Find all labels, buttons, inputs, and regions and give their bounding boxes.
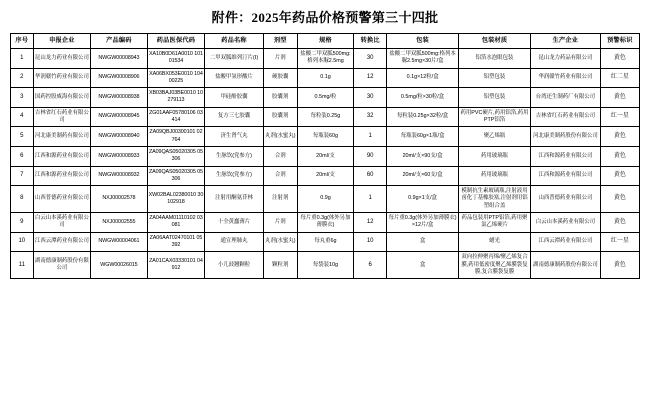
cell-warning: 黄色 — [600, 166, 639, 186]
cell-package-material: 铝箔水泡眼包装 — [459, 49, 531, 69]
cell-dosage-form: 胶囊剂 — [263, 88, 297, 108]
table-row — [11, 146, 640, 166]
cell-index: 5 — [11, 127, 34, 147]
column-header-spec: 规格 — [297, 34, 354, 49]
cell-company: 昆山龙力药业有限公司 — [33, 49, 91, 69]
cell-ratio: 60 — [354, 166, 387, 186]
cell-company: 国药控股威海有限公司 — [33, 88, 91, 108]
cell-company: 河北康美制药有限公司 — [33, 127, 91, 147]
table-row — [11, 213, 640, 233]
cell-drug-name: 二甲双胍维列汀片(Ⅰ) — [205, 49, 264, 69]
cell-drug-name: 生脉饮(党参方) — [205, 166, 264, 186]
cell-spec: 每袋装10g — [297, 252, 354, 279]
cell-index: 6 — [11, 146, 34, 166]
cell-manufacturer: 吉林省红石药业有限公司 — [530, 107, 600, 127]
cell-index: 10 — [11, 232, 34, 252]
cell-drug-name: 注射用酮氨苷林 — [205, 186, 264, 213]
cell-insurance-code: ZA09QAS05020305 05306 — [147, 166, 205, 186]
table-row — [11, 88, 640, 108]
cell-package: 每片重0.3g(体外另加薄膜衣)×12片/盒 — [387, 213, 459, 233]
cell-manufacturer: 江西云潭药业有限公司 — [530, 232, 600, 252]
column-header-manufacturer: 生产企业 — [530, 34, 600, 49]
cell-package: 每瓶装60g×1瓶/盒 — [387, 127, 459, 147]
cell-dosage-form: 丸剂(水蜜丸) — [263, 127, 297, 147]
cell-ratio: 12 — [354, 68, 387, 88]
cell-spec: 盐酸二甲双胍500mg:格列本脲2.5mg — [297, 49, 354, 69]
cell-dosage-form: 片剂 — [263, 213, 297, 233]
cell-insurance-code: ZA09QAS05020305 05306 — [147, 146, 205, 166]
table-row — [11, 49, 640, 69]
column-header-warning: 预警标识 — [600, 34, 639, 49]
cell-warning: 黄色 — [600, 213, 639, 233]
cell-insurance-code: ZA09QBJ00300101 02764 — [147, 127, 205, 147]
cell-product-code: WGW00026015 — [91, 252, 148, 279]
cell-insurance-code: ZG01AAF05780106 03414 — [147, 107, 205, 127]
cell-drug-name: 济生肾气丸 — [205, 127, 264, 147]
table-body — [11, 49, 640, 279]
drug-price-warning-table — [10, 33, 640, 279]
cell-package: 20ml/支×60支/盒 — [387, 166, 459, 186]
cell-company: 江西和源药业有限公司 — [33, 146, 91, 166]
cell-manufacturer: 山西普德药业有限公司 — [530, 186, 600, 213]
cell-ratio: 1 — [354, 186, 387, 213]
cell-package-material: 模制抗生素玻璃瓶,注射液用卤化丁基橡胶塞,注射剂用铝塑组合盖 — [459, 186, 531, 213]
cell-dosage-form: 片剂 — [263, 49, 297, 69]
cell-package: 0.1g×12粒/盒 — [387, 68, 459, 88]
cell-index: 11 — [11, 252, 34, 279]
column-header-company: 申报企业 — [33, 34, 91, 49]
cell-drug-name: 通宣理肺丸 — [205, 232, 264, 252]
column-header-package: 包装 — [387, 34, 459, 49]
table-row — [11, 127, 640, 147]
cell-product-code: NWGW00008940 — [91, 127, 148, 147]
column-header-ratio: 转换比 — [354, 34, 387, 49]
table-row — [11, 232, 640, 252]
cell-warning: 红一星 — [600, 107, 639, 127]
cell-product-code: NWGW00008943 — [91, 49, 148, 69]
cell-spec: 每粒装0.25g — [297, 107, 354, 127]
cell-spec: 20ml/支 — [297, 146, 354, 166]
cell-manufacturer: 江西和源药业有限公司 — [530, 146, 600, 166]
column-header-package-material: 包装材质 — [459, 34, 531, 49]
cell-package: 20ml/支×90支/盒 — [387, 146, 459, 166]
page-title: 附件：2025年药品价格预警第三十四批 — [211, 10, 439, 25]
cell-dosage-form: 胶囊剂 — [263, 107, 297, 127]
column-header-drug-name: 药品名称 — [205, 34, 264, 49]
cell-ratio: 90 — [354, 146, 387, 166]
cell-insurance-code: XA06BX053E0010 10400225 — [147, 68, 205, 88]
cell-insurance-code: ZA01CAX03330101 04912 — [147, 252, 205, 279]
cell-product-code: NWGW00004061 — [91, 232, 148, 252]
table-row — [11, 186, 640, 213]
cell-package-material: 蜡光 — [459, 232, 531, 252]
cell-manufacturer: 湖南德康制药股份有限公司 — [530, 252, 600, 279]
cell-dosage-form: 注射剂 — [263, 186, 297, 213]
cell-warning: 黄色 — [600, 88, 639, 108]
cell-package-material: 铝塑包装 — [459, 68, 531, 88]
cell-warning: 黄色 — [600, 252, 639, 279]
cell-company: 江西和源药业有限公司 — [33, 166, 91, 186]
cell-package-material: 药品包装用PTP铝箔,药用聚氯乙烯硬片 — [459, 213, 531, 233]
table-row — [11, 252, 640, 279]
cell-product-code: NWGW00008906 — [91, 68, 148, 88]
cell-drug-name: 甲硅酚胶囊 — [205, 88, 264, 108]
cell-dosage-form: 丸剂(水蜜丸) — [263, 232, 297, 252]
cell-ratio: 30 — [354, 88, 387, 108]
column-header-index: 序号 — [11, 34, 34, 49]
cell-manufacturer: 河北康美制药股份有限公司 — [530, 127, 600, 147]
cell-drug-name: 复方三七胶囊 — [205, 107, 264, 127]
cell-company: 吉林省红石药业有限公司 — [33, 107, 91, 127]
cell-package: 盒 — [387, 252, 459, 279]
cell-package-material: 铝塑包装 — [459, 88, 531, 108]
cell-company: 华润赣竹药业有限公司 — [33, 68, 91, 88]
cell-index: 1 — [11, 49, 34, 69]
cell-ratio: 30 — [354, 49, 387, 69]
cell-package-material: 药用玻璃瓶 — [459, 146, 531, 166]
cell-index: 2 — [11, 68, 34, 88]
cell-dosage-form: 硬胶囊 — [263, 68, 297, 88]
cell-package-material: 药用玻璃瓶 — [459, 166, 531, 186]
cell-product-code: NWGW00008933 — [91, 146, 148, 166]
cell-insurance-code: XA10B0D61A0010 10101534 — [147, 49, 205, 69]
cell-spec: 0.1g — [297, 68, 354, 88]
cell-ratio: 32 — [354, 107, 387, 127]
cell-ratio: 6 — [354, 252, 387, 279]
cell-product-code: NXJ00002555 — [91, 213, 148, 233]
cell-dosage-form: 颗粒剂 — [263, 252, 297, 279]
cell-package-material: 双向拉伸聚丙烯/聚乙烯复合膜,药用低密度聚乙烯膜袋复膜,复合膜袋复膜 — [459, 252, 531, 279]
cell-insurance-code: XW02BAL02380010 30102918 — [147, 186, 205, 213]
cell-product-code: NXJ00002578 — [91, 186, 148, 213]
cell-warning: 黄色 — [600, 146, 639, 166]
cell-company: 白云山本溪药业有限公司 — [33, 213, 91, 233]
cell-drug-name: 盐酸甲氢形酸片 — [205, 68, 264, 88]
cell-index: 3 — [11, 88, 34, 108]
cell-company: 江西云潭药业有限公司 — [33, 232, 91, 252]
column-header-dosage-form: 剂型 — [263, 34, 297, 49]
cell-warning: 黄色 — [600, 186, 639, 213]
cell-index: 7 — [11, 166, 34, 186]
cell-drug-name: 生脉饮(党参方) — [205, 146, 264, 166]
cell-spec: 20ml/支 — [297, 166, 354, 186]
cell-spec: 0.5mg/粒 — [297, 88, 354, 108]
cell-package: 0.5mg/粒×30粒/盒 — [387, 88, 459, 108]
cell-ratio: 12 — [354, 213, 387, 233]
cell-index: 4 — [11, 107, 34, 127]
cell-manufacturer: 白云山本溪药业有限公司 — [530, 213, 600, 233]
cell-product-code: NWGW00008945 — [91, 107, 148, 127]
cell-drug-name: 小儿豉翘颗粒 — [205, 252, 264, 279]
cell-manufacturer: 昆山龙力药品有限公司 — [530, 49, 600, 69]
table-row — [11, 107, 640, 127]
cell-package-material: 聚乙烯瓶 — [459, 127, 531, 147]
cell-insurance-code: ZA04AAM01110102 03081 — [147, 213, 205, 233]
cell-ratio: 10 — [354, 232, 387, 252]
cell-warning: 红二星 — [600, 68, 639, 88]
column-header-product-code: 产品编码 — [91, 34, 148, 49]
table-row — [11, 166, 640, 186]
cell-dosage-form: 合剂 — [263, 146, 297, 166]
cell-spec: 0.9g — [297, 186, 354, 213]
cell-insurance-code: ZA06AAT02470101 05392 — [147, 232, 205, 252]
cell-insurance-code: XB03BAJ03BE0010 10279113 — [147, 88, 205, 108]
cell-product-code: NWGW00008932 — [91, 166, 148, 186]
cell-warning: 黄色 — [600, 127, 639, 147]
cell-package: 盐酸二甲双胍500mg:格列本脲2.5mg×30片/盒 — [387, 49, 459, 69]
cell-package: 盒 — [387, 232, 459, 252]
cell-ratio: 1 — [354, 127, 387, 147]
cell-company: 山西普德药业有限公司 — [33, 186, 91, 213]
cell-index: 9 — [11, 213, 34, 233]
cell-index: 8 — [11, 186, 34, 213]
cell-manufacturer: 江西和源药业有限公司 — [530, 166, 600, 186]
cell-drug-name: 十全黄蠢薄片 — [205, 213, 264, 233]
cell-manufacturer: 台湾还生制药厂有限公司 — [530, 88, 600, 108]
table-row — [11, 68, 640, 88]
cell-package: 0.9g×1支/盒 — [387, 186, 459, 213]
cell-spec: 每丸重6g — [297, 232, 354, 252]
cell-warning: 黄色 — [600, 49, 639, 69]
cell-company: 湖南德康制药股份有限公司 — [33, 252, 91, 279]
table-header-row — [11, 34, 640, 49]
cell-package: 每粒装0.25g×32粒/盒 — [387, 107, 459, 127]
cell-package-material: 药用PVC硬片,药用铝箔,药用PTP铝箔 — [459, 107, 531, 127]
cell-manufacturer: 华润赣竹药业有限公司 — [530, 68, 600, 88]
cell-spec: 每瓶装60g — [297, 127, 354, 147]
column-header-insurance-code: 药品医保代码 — [147, 34, 205, 49]
cell-spec: 每片重0.3g(体外另加薄膜衣) — [297, 213, 354, 233]
cell-dosage-form: 合剂 — [263, 166, 297, 186]
cell-warning: 红一星 — [600, 232, 639, 252]
cell-product-code: NWGW00008938 — [91, 88, 148, 108]
